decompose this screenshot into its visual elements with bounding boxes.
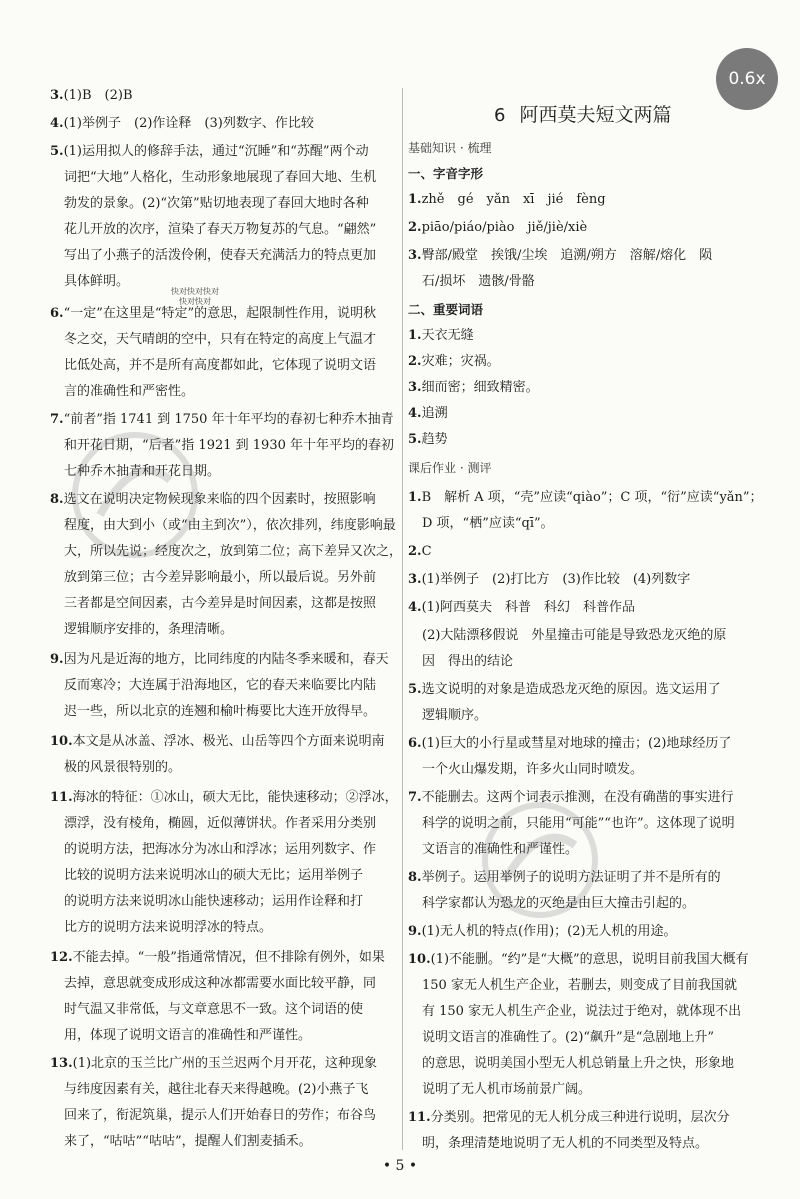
- left-answer-line: [64, 704, 376, 720]
- item-text: (1)举例子 (2)打比方 (3)作比较 (4)列数字: [421, 572, 691, 587]
- left-answer-line: [64, 1134, 312, 1150]
- item-text: 和开花日期，“后者”指 1921 到 1930 年十年平均的春初: [64, 438, 394, 453]
- item-number: 2.: [408, 544, 422, 559]
- item-text: 言的准确性和严密性。: [64, 384, 195, 399]
- left-answer-line: [64, 1028, 311, 1044]
- left-answer-line: [64, 170, 376, 186]
- item-number: 4.: [408, 600, 422, 615]
- item-text: 因 得出的结论: [422, 654, 514, 669]
- item-text: 与纬度因素有关，越往北春天来得越晚。(2)小燕子飞: [64, 1082, 369, 1097]
- item-text: 海冰的特征：①冰山，硕大无比，能快速移动；②浮冰，: [72, 790, 398, 805]
- item-text: “前者”指 1741 到 1750 年十年平均的春初七种乔木抽青: [63, 412, 394, 427]
- right-answer-line: [408, 192, 606, 208]
- item-text: 漂浮，没有棱角，椭圆，近似薄饼状。作者采用分类别: [64, 816, 377, 831]
- item-text: 二、重要词语: [408, 302, 484, 317]
- item-number: 4.: [50, 116, 64, 131]
- item-text: 天衣无缝: [421, 328, 474, 343]
- item-text: 科学的说明之前，只能用“可能”“也许”。这体现了说明: [422, 816, 735, 831]
- left-answer-line: [64, 1002, 363, 1018]
- item-number: 7.: [408, 790, 422, 805]
- item-text: 选文在说明决定物候现象来临的四个因素时，按照影响: [63, 492, 376, 507]
- item-text: 来了，“咕咕”“咕咕”，提醒人们割麦插禾。: [64, 1134, 312, 1149]
- item-text: 花儿开放的次序，渲染了春天万物复苏的气息。“翩然”: [64, 222, 377, 237]
- item-number: 2.: [408, 220, 422, 235]
- watermark-logo-1: [60, 420, 210, 570]
- right-answer-line: [422, 274, 535, 290]
- item-text: B 解析 A 项，“壳”应读“qiào”；C 项，“衍”应读“yǎn”；: [421, 490, 763, 505]
- note-line: 快对快对快对: [171, 287, 219, 296]
- lesson-title: [494, 100, 671, 127]
- item-number: 8.: [408, 870, 422, 885]
- left-answer-line: [50, 790, 398, 806]
- left-answer-line: [64, 1108, 376, 1124]
- item-text: 写出了小燕子的活泼伶俐，使春天充满活力的特点更加: [64, 248, 377, 263]
- item-text: 词把“大地”人格化，生动形象地展现了春回大地、生机: [64, 170, 377, 185]
- left-answer-line: [50, 652, 389, 668]
- item-number: 11.: [408, 1110, 431, 1125]
- right-answer-line: [408, 166, 483, 182]
- item-text: 150 家无人机生产企业，若删去，则变成了目前我国就: [422, 978, 737, 993]
- left-answer-line: [64, 920, 272, 936]
- note-line: 快对快对: [179, 297, 211, 306]
- right-answer-line: [422, 1056, 734, 1072]
- right-answer-line: [408, 952, 749, 968]
- item-text: (1)举例子 (2)作诠释 (3)列数字、作比较: [63, 116, 314, 131]
- item-text: 追溯: [421, 406, 448, 421]
- right-answer-line: [422, 708, 487, 724]
- item-text: 趋势: [421, 432, 448, 447]
- item-number: 5.: [50, 144, 64, 159]
- right-answer-line: [422, 1004, 741, 1020]
- item-text: 大，所以先说；经度次之，放到第二位；高下差异又次之，: [64, 544, 403, 559]
- item-text: 七种乔木抽青和开花日期。: [64, 464, 221, 479]
- right-answer-line: [408, 1110, 730, 1126]
- item-number: 3.: [408, 380, 422, 395]
- item-text: 一个火山爆发期，许多火山同时喷发。: [422, 762, 644, 777]
- item-text: 说明文语言的准确性了。(2)“飙升”是“急剧地上升”: [422, 1030, 714, 1045]
- left-answer-line: [64, 570, 376, 586]
- right-answer-line: [408, 682, 721, 698]
- item-number: 1.: [408, 328, 422, 343]
- item-text: 三者都是空间因素，古今差异是时间因素，这都是按照: [64, 596, 377, 611]
- item-text: 灾难；灾祸。: [421, 354, 500, 369]
- item-text: 比低处高，并不是所有高度都如此，它体现了说明文语: [64, 358, 377, 373]
- right-answer-line: [408, 736, 731, 752]
- left-answer-line: [64, 894, 363, 910]
- item-text: 程度，由大到小（或“由主到次”），依次排列，纬度影响最: [64, 518, 396, 533]
- item-number: 6.: [408, 736, 422, 751]
- right-answer-line: [408, 460, 491, 476]
- lesson-number: 6: [494, 105, 506, 126]
- item-number: 11.: [50, 790, 73, 805]
- item-text: piāo/piáo/piào jiě/jiè/xiè: [421, 220, 588, 235]
- right-answer-line: [408, 572, 690, 588]
- item-text: 臀部/殿堂 挨饿/尘埃 追溯/朔方 溶解/熔化 陨: [421, 248, 713, 263]
- item-text: 的说明方法来说明冰山能快速移动；运用作诠释和打: [64, 894, 364, 909]
- lesson-title-text: 阿西莫夫短文两篇: [519, 104, 672, 126]
- right-answer-line: [408, 490, 763, 506]
- item-text: (1)不能删。“约”是“大概”的意思，说明目前我国大概有: [430, 952, 749, 967]
- item-text: 说明了无人机市场前景广阔。: [422, 1082, 592, 1097]
- item-text: (1)北京的玉兰比广州的玉兰迟两个月开花，这种现象: [72, 1056, 378, 1071]
- item-text: 的意思，说明美国小型无人机总销量上升之快，形象地: [422, 1056, 735, 1071]
- item-number: 4.: [408, 406, 422, 421]
- left-answer-line: [50, 734, 385, 750]
- left-answer-line: [64, 868, 363, 884]
- item-text: 选文说明的对象是造成恐龙灭绝的原因。选文运用了: [421, 682, 721, 697]
- item-number: 3.: [408, 248, 422, 263]
- item-text: 举例子。运用举例子的说明方法证明了并不是所有的: [421, 870, 721, 885]
- page-number: • 5 •: [382, 1158, 418, 1174]
- left-answer-line: [64, 1082, 368, 1098]
- left-answer-line: [64, 196, 369, 212]
- item-text: D 项，“栖”应读“qī”。: [422, 516, 554, 531]
- item-number: 9.: [408, 924, 422, 939]
- item-number: 9.: [50, 652, 64, 667]
- item-number: 3.: [408, 572, 422, 587]
- left-answer-line: [50, 88, 133, 104]
- item-text: 比方的说明方法来说明浮冰的特点。: [64, 920, 273, 935]
- left-answer-line: [64, 332, 376, 348]
- left-answer-line: [64, 596, 376, 612]
- item-number: 5.: [408, 432, 422, 447]
- right-answer-line: [408, 248, 712, 264]
- left-answer-line: [64, 678, 376, 694]
- right-answer-line: [408, 302, 483, 318]
- right-answer-line: [408, 380, 539, 396]
- item-text: 的说明方法，把海冰分为冰山和浮冰；运用列数字、作: [64, 842, 377, 857]
- item-text: 逻辑顺序安排的，条理清晰。: [64, 622, 234, 637]
- item-text: 回来了，衔泥筑巢，提示人们开始春日的劳作；布谷鸟: [64, 1108, 377, 1123]
- right-answer-line: [408, 220, 587, 236]
- item-text: 细而密；细致精密。: [421, 380, 539, 395]
- right-answer-line: [422, 628, 726, 644]
- item-text: 不能删去。这两个词表示推测，在没有确凿的事实进行: [421, 790, 734, 805]
- right-answer-line: [422, 1136, 708, 1152]
- left-answer-line: [50, 144, 369, 160]
- left-answer-line: [50, 1056, 377, 1072]
- item-number: 7.: [50, 412, 64, 427]
- item-text: 勃发的景象。(2)“次第”贴切地表现了春回大地时各种: [64, 196, 369, 211]
- left-answer-line: [50, 950, 385, 966]
- item-number: 10.: [408, 952, 431, 967]
- left-answer-line: [64, 248, 376, 264]
- right-answer-line: [422, 762, 643, 778]
- item-text: 文语言的准确性和严谨性。: [422, 842, 579, 857]
- item-text: (1)巨大的小行星或彗星对地球的撞击；(2)地球经历了: [421, 736, 732, 751]
- item-number: 13.: [50, 1056, 73, 1071]
- item-text: 去掉，意思就变成形成这种冰都需要水面比较平静，同: [64, 976, 377, 991]
- handwritten-note: [165, 287, 225, 307]
- item-text: 不能去掉。“一般”指通常情况，但不排除有例外，如果: [72, 950, 385, 965]
- watermark-logo-2: [470, 790, 610, 930]
- right-answer-line: [408, 354, 500, 370]
- left-answer-line: [64, 842, 376, 858]
- item-text: (1)运用拟人的修辞手法，通过“沉睡”和“苏醒”两个动: [63, 144, 369, 159]
- item-number: 2.: [408, 354, 422, 369]
- item-text: 课后作业 · 测评: [408, 461, 492, 475]
- right-answer-line: [408, 544, 432, 560]
- item-text: 明，条理清楚地说明了无人机的不同类型及特点。: [422, 1136, 709, 1151]
- right-answer-line: [422, 1030, 714, 1046]
- left-answer-line: [64, 274, 129, 290]
- right-answer-line: [422, 654, 513, 670]
- item-text: 科学家都认为恐龙的灭绝是由巨大撞击引起的。: [422, 896, 696, 911]
- item-number: 6.: [50, 306, 64, 321]
- item-text: 时气温又非常低，与文章意思不一致。这个词语的使: [64, 1002, 364, 1017]
- item-text: 反而寒冷；大连属于沿海地区，它的春天来临要比内陆: [64, 678, 377, 693]
- item-text: 比较的说明方法来说明冰山的硕大无比；运用举例子: [64, 868, 364, 883]
- item-text: 冬之交，天气晴朗的空中，只有在特定的高度上气温才: [64, 332, 377, 347]
- item-text: 迟一些，所以北京的连翘和榆叶梅要比大连开放得早。: [64, 704, 377, 719]
- left-answer-line: [64, 816, 376, 832]
- item-text: (2)大陆漂移假说 外星撞击可能是导致恐龙灭绝的原: [422, 628, 727, 643]
- item-number: 5.: [408, 682, 422, 697]
- zoom-level-badge[interactable]: 0.6x: [716, 48, 778, 110]
- right-answer-line: [408, 406, 448, 422]
- left-answer-line: [64, 384, 194, 400]
- item-text: 本文是从冰盖、浮冰、极光、山岳等四个方面来说明南: [72, 734, 385, 749]
- item-text: 具体鲜明。: [64, 274, 130, 289]
- item-text: (1)阿西莫夫 科普 科幻 科普作品: [421, 600, 635, 615]
- left-answer-line: [64, 760, 181, 776]
- item-text: (1)无人机的特点(作用)；(2)无人机的用途。: [421, 924, 677, 939]
- left-answer-line: [50, 306, 376, 322]
- left-answer-line: [64, 358, 376, 374]
- item-text: 用，体现了说明文语言的准确性和严谨性。: [64, 1028, 312, 1043]
- item-text: zhě gé yǎn xī jié fèng: [421, 192, 606, 207]
- right-answer-line: [408, 432, 448, 448]
- item-text: 因为凡是近海的地方，比同纬度的内陆冬季来暖和，春天: [63, 652, 389, 667]
- item-text: 石/损坏 遗骸/骨骼: [422, 274, 535, 289]
- item-text: “一定”在这里是“特定”的意思，起限制性作用，说明秋: [63, 306, 377, 321]
- left-answer-line: [50, 116, 314, 132]
- item-text: 极的风景很特别的。: [64, 760, 182, 775]
- right-answer-line: [408, 140, 491, 156]
- item-text: 基础知识 · 梳理: [408, 141, 492, 155]
- right-answer-line: [408, 600, 635, 616]
- item-number: 3.: [50, 88, 64, 103]
- item-text: 一、字音字形: [408, 166, 484, 181]
- right-answer-line: [422, 978, 737, 994]
- item-number: 10.: [50, 734, 73, 749]
- item-text: 分类别。把常见的无人机分成三种进行说明，层次分: [430, 1110, 730, 1125]
- item-text: 逻辑顺序。: [422, 708, 488, 723]
- item-number: 8.: [50, 492, 64, 507]
- item-text: C: [421, 544, 432, 559]
- right-answer-line: [408, 328, 474, 344]
- right-answer-line: [422, 516, 554, 532]
- left-answer-line: [64, 222, 376, 238]
- left-answer-line: [64, 622, 233, 638]
- item-number: 12.: [50, 950, 73, 965]
- right-answer-line: [422, 1082, 591, 1098]
- item-text: 放到第三位；古今差异影响最小，所以最后说。另外前: [64, 570, 377, 585]
- left-answer-line: [64, 976, 376, 992]
- item-number: 1.: [408, 192, 422, 207]
- column-divider: [402, 88, 403, 1150]
- item-number: 1.: [408, 490, 422, 505]
- item-text: (1)B (2)B: [63, 88, 133, 103]
- item-text: 有 150 家无人机生产企业，说法过于绝对，就体现不出: [422, 1004, 742, 1019]
